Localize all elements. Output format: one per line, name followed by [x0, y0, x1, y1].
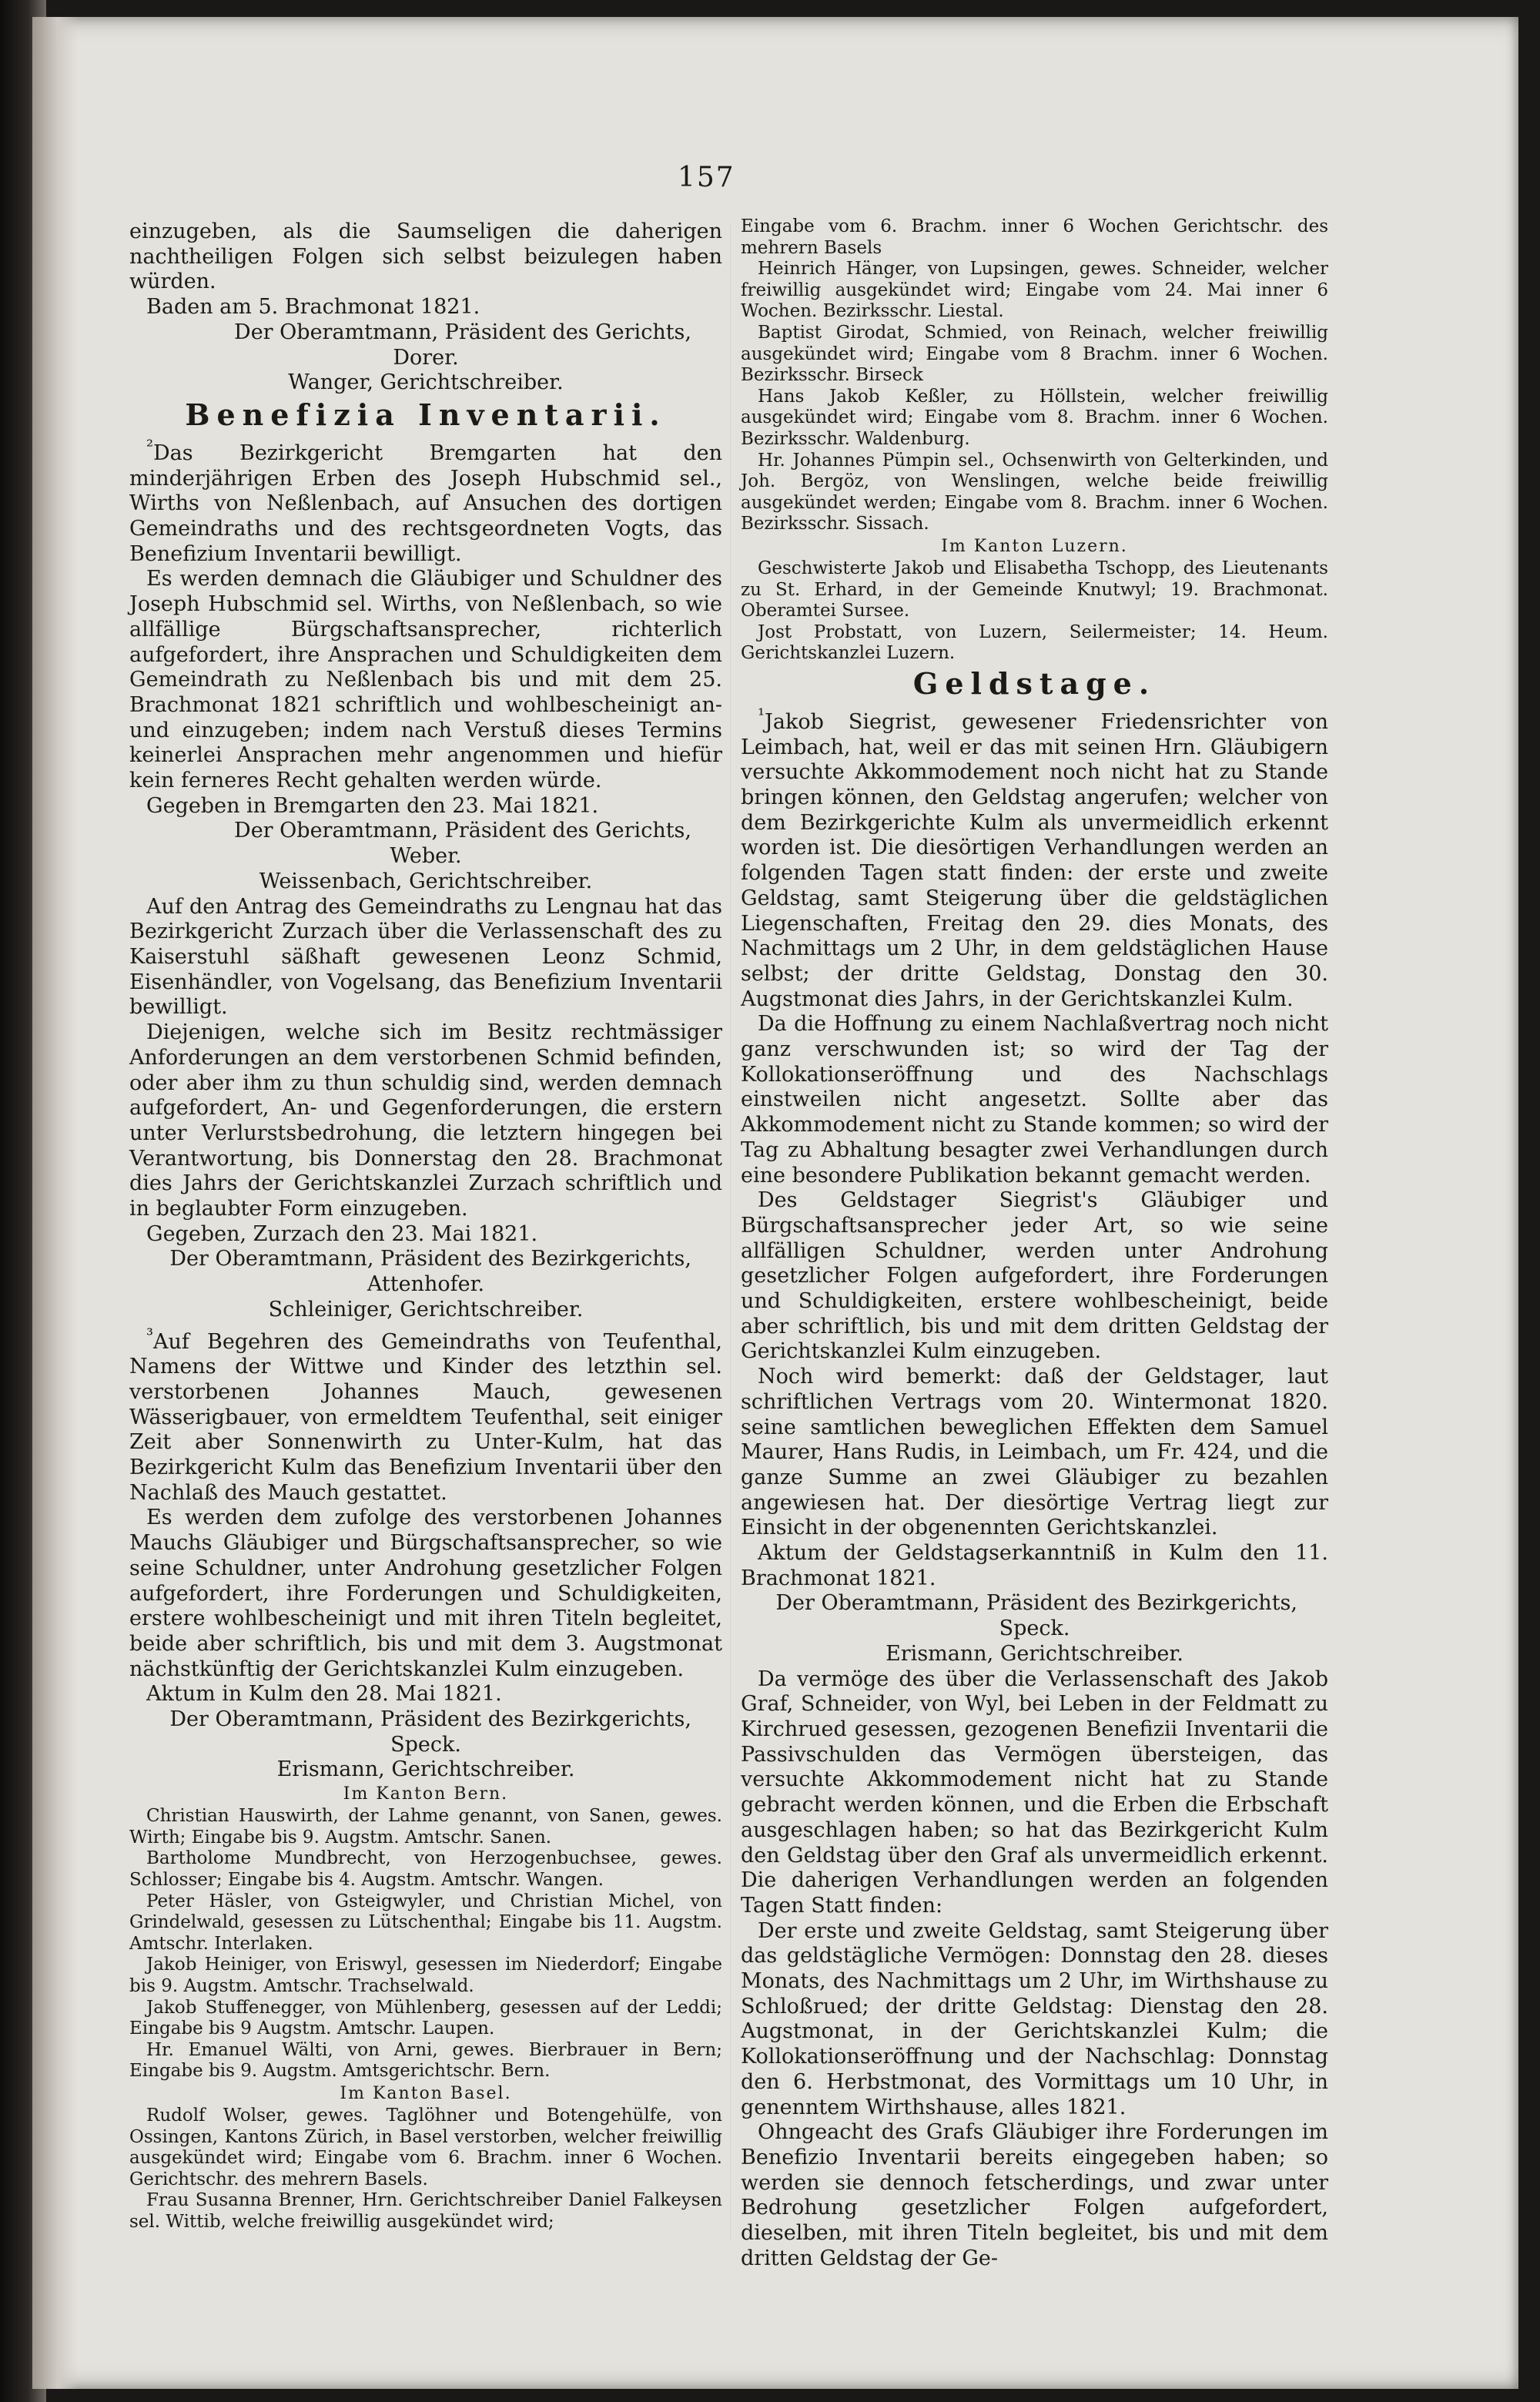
signature-title: Der Oberamtmann, Präsident des Bezirkgerichts,: [169, 1247, 691, 1271]
canton-heading-luzern: Im Kanton Luzern.: [941, 536, 1128, 556]
notice-bremgarten: [129, 434, 722, 568]
notice-text: Des Geldstager Siegrist's Gläubiger und Bürgschaftsansprecher jeder Art, so wie seine allfälligen Schuldner, werden unter Androhung gesetzlicher Folgen aufgefordert, ihre Forderungen und Schuldigkeiten, erstere wohlbescheinigt, beide aber schriftlich, bis und mit dem dritten Geldstag der Gerichtskanzlei Kulm einzugeben.: [741, 1188, 1328, 1364]
signature-name: Speck.: [999, 1616, 1070, 1641]
signature-title: Der Oberamtmann, Präsident des Bezirkgerichts,: [775, 1591, 1297, 1616]
list-item: Jakob Stuffenegger, von Mühlenberg, gesessen auf der Leddi; Eingabe bis 9 Augstm. Amtschr. Laupen.: [129, 1997, 722, 2039]
notice-text: Das Bezirkgericht Bremgarten hat den minderjährigen Erben des Joseph Hubschmid sel., Wirths von Neßlenbach, auf Ansuchen des dortigen Gemeindraths und des rechtsgeordneten Vogts, das Benefizium Inventarii bewilligt.: [129, 441, 722, 566]
list-item: Baptist Girodat, Schmied, von Reinach, welcher freiwillig ausgekündet wird; Eingabe vom 8 Brachm. inner 6 Wochen. Bezirksschr. Birseck: [741, 322, 1328, 386]
canton-heading-bern: Im Kanton Bern.: [343, 1784, 509, 1804]
notice-text: Auf den Antrag des Gemeindraths zu Lengnau hat das Bezirkgericht Zurzach über die Verlassenschaft des zu Kaiserstuhl säßhaft gewesenen Leonz Schmid, Eisenhändler, von Vogelsang, das Benefizium Inventarii bewilligt.: [129, 894, 722, 1020]
signature-clerk: Schleiniger, Gerichtschreiber.: [268, 1297, 584, 1322]
list-item: Bartholome Mundbrecht, von Herzogenbuchsee, gewes. Schlosser; Eingabe bis 4. Augstm. Amtschr. Wangen.: [129, 1848, 722, 1890]
list-item: Hr. Emanuel Wälti, von Arni, gewes. Bierbrauer in Bern; Eingabe bis 9. Augstm. Amtsgerichtschr. Bern.: [129, 2039, 722, 2082]
luzern-list: [741, 558, 1328, 665]
notice-date: Baden am 5. Brachmonat 1821.: [146, 295, 480, 320]
list-item: Christian Hauswirth, der Lahme genannt, von Sanen, gewes. Wirth; Eingabe bis 9. Augstm. Amtschr. Sanen.: [129, 1806, 722, 1848]
section-heading-geldstage: Geldstage.: [912, 665, 1157, 701]
notice-text: Diejenigen, welche sich im Besitz rechtmässiger Anforderungen an dem verstorbenen Schmid befinden, oder aber ihm zu thun schuldig sind, werden demnach aufgefordert, An- und Gegenforderungen, die erstern unter Verlurstsbedrohung, die letztern hingegen bei Verantwortung, bis Donnerstag den 28. Brachmonat dies Jahrs der Gerichtskanzlei Zurzach schriftlich und in beglaubter Form einzugeben.: [129, 1020, 722, 1221]
list-item: Eingabe vom 6. Brachm. inner 6 Wochen Gerichtschr. des mehrern Basels: [741, 216, 1328, 258]
right-column: [741, 216, 1328, 2271]
signature-title: Der Oberamtmann, Präsident des Gerichts,: [234, 320, 691, 344]
notice-text: Jakob Siegrist, gewesener Friedensrichter von Leimbach, hat, weil er das mit seinen Hrn. Gläubigern versuchte Akkommodement noch nicht hat zu Stande bringen können, den Geldstag angerufen; welcher von dem Bezirkgerichte Kulm als unvermeidlich erkennt worden ist. Die diesörtigen Verhandlungen werden an folgenden Tagen statt finden: der erste und zweite Geldstag, samt Steigerung über die geldstäglichen Liegenschaften, Freitag den 29. dies Monats, des Nachmittags um 2 Uhr, in dem geldstäglichen Hause selbst; der dritte Geldstag, Donstag den 30. Augstmonat dies Jahrs, in der Gerichtskanzlei Kulm.: [741, 709, 1328, 1011]
notice-text: Noch wird bemerkt: daß der Geldstager, laut schriftlichen Vertrags vom 20. Wintermonat 1820. seine samtlichen beweglichen Effekten dem Samuel Maurer, Hans Rudis, in Leimbach, um Fr. 424, und die ganze Summe an zwei Gläubiger zu bezahlen angewiesen hat. Der diesörtige Vertrag liegt zur Einsicht in der obgenennten Gerichtskanzlei.: [741, 1365, 1328, 1540]
list-item: Hr. Johannes Pümpin sel., Ochsenwirth von Gelterkinden, und Joh. Bergöz, von Wenslingen, welche beide freiwillig ausgekündet werden; Eingabe vom 8. Brachm. inner 6 Wochen. Bezirksschr. Sissach.: [741, 450, 1328, 534]
basel-list: [129, 2106, 722, 2233]
signature-name: Dorer.: [393, 345, 459, 370]
basel-list-continued: [741, 216, 1328, 535]
notice-text: Ohngeacht des Grafs Gläubiger ihre Forderungen im Benefizio Inventarii bereits eingegeben haben; so werden sie dennoch fetscherdings, und zwar unter Bedrohung gesetzlicher Folgen aufgefordert, dieselben, mit ihren Titeln begleitet, bis und mit dem dritten Geldstag der Ge-: [741, 2120, 1328, 2270]
signature-clerk: Erismann, Gerichtschreiber.: [886, 1641, 1183, 1666]
signature-name: Weber.: [390, 844, 462, 869]
notice-text: Der erste und zweite Geldstag, samt Steigerung über das geldstägliche Vermögen: Donnstag den 28. dieses Monats, des Nachmittags um 2 Uhr, im Wirthshause zu Schloßrued; der dritte Geldstag: Dienstag den 28. Augstmonat, in der Gerichtskanzlei Kulm; die Kollokationseröffnung und der Nachschlag: Donnstag den 6. Herbstmonat, des Vormittags um 10 Uhr, in genenntem Wirthshause, alles 1821.: [741, 1918, 1328, 2119]
notice-mark: ¹: [758, 705, 765, 725]
notice-date: Gegeben in Bremgarten den 23. Mai 1821.: [146, 793, 599, 818]
notice-text: Da vermöge des über die Verlassenschaft des Jakob Graf, Schneider, von Wyl, bei Leben in der Feldmatt zu Kirchrued gesessen, gezogenen Benefizii Inventarii die Passivschulden das Vermögen übersteigen, das versuchte Akkommodement nicht hat zu Stande gebracht werden können, und die Erben die Erbschaft ausgeschlagen haben; so hat das Bezirkgericht Kulm den Geldstag über den Graf als unvermeidlich erkennt. Die daherigen Verhandlungen werden an folgenden Tagen Statt finden:: [741, 1667, 1328, 1918]
signature-name: Attenhofer.: [367, 1272, 485, 1297]
continuation-text: einzugeben, als die Saumseligen die daherigen nachtheiligen Folgen sich selbst beizulegen haben würden.: [129, 219, 722, 294]
list-item: Jakob Heiniger, von Eriswyl, gesessen im Niederdorf; Eingabe bis 9. Augstm. Amtschr. Trachselwald.: [129, 1955, 722, 1996]
list-item: Jost Probstatt, von Luzern, Seilermeister; 14. Heum. Gerichtskanzlei Luzern.: [741, 621, 1328, 664]
list-item: Frau Susanna Brenner, Hrn. Gerichtschreiber Daniel Falkeysen sel. Wittib, welche freiwillig ausgekündet wird;: [129, 2190, 722, 2232]
notice-text: Da die Hoffnung zu einem Nachlaßvertrag noch nicht ganz verschwunden ist; so wird der Tag der Kollokationseröffnung und des Nachschlags einstweilen nicht angesetzt. Sollte aber das Akkommodement nicht zu Stande kommen; so wird der Tag zu Abhaltung besagter zwei Verhandlungen durch eine besondere Publikation bekannt gemacht werden.: [741, 1012, 1328, 1188]
section-heading-benefizia: Benefizia Inventarii.: [185, 397, 667, 432]
signature-clerk: Weissenbach, Gerichtschreiber.: [259, 869, 593, 893]
bern-list: [129, 1806, 722, 2082]
list-item: Hans Jakob Keßler, zu Höllstein, welcher freiwillig ausgekündet wird; Eingabe vom 8. Brachm. inner 6 Wochen. Bezirksschr. Waldenburg.: [741, 386, 1328, 449]
notice-text: Es werden demnach die Gläubiger und Schuldner des Joseph Hubschmid sel. Wirths, von Neßlenbach, so wie allfällige Bürgschaftsansprecher, richterlich aufgefordert, ihre Ansprachen und Schuldigkeiten dem Gemeindrath zu Neßlenbach bis und mit dem 25. Brachmonat 1821 schriftlich und wohlbescheinigt an- und einzugeben; indem nach Verstuß dieses Termins keinerlei Ansprachen mehr angenommen und hiefür kein ferneres Recht gehalten werden würde.: [129, 567, 722, 793]
page-gutter-shadow: [32, 17, 79, 2389]
notice-mark: ³: [146, 1325, 154, 1345]
signature-clerk: Wanger, Gerichtschreiber.: [288, 370, 564, 395]
notice-siegrist: [741, 703, 1328, 1012]
list-item: Peter Häsler, von Gsteigwyler, und Christian Michel, von Grindelwald, gesessen zu Lütschenthal; Eingabe bis 11. Augstm. Amtschr. Interlaken.: [129, 1891, 722, 1954]
notice-kulm: [129, 1323, 722, 1506]
notice-mark: ²: [146, 436, 154, 457]
list-item: Heinrich Hänger, von Lupsingen, gewes. Schneider, welcher freiwillig ausgekündet wird; Eingabe vom 24. Mai inner 6 Wochen. Bezirksschr. Liestal.: [741, 259, 1328, 322]
notice-date: Gegeben, Zurzach den 23. Mai 1821.: [146, 1221, 538, 1246]
canton-heading-basel: Im Kanton Basel.: [340, 2083, 512, 2103]
notice-text: Auf Begehren des Gemeindraths von Teufenthal, Namens der Wittwe und Kinder des letzthin sel. verstorbenen Johannes Mauch, gewesenen Wässerigbauer, von ermeldtem Teufenthal, seit einiger Zeit aber Sonnenwirth zu Unter-Kulm, hat das Bezirkgericht Kulm das Benefizium Inventarii über den Nachlaß des Mauch gestattet.: [129, 1329, 722, 1505]
page-number: 157: [678, 162, 735, 193]
signature-title: Der Oberamtmann, Präsident des Gerichts,: [234, 819, 691, 843]
notice-text: Es werden dem zufolge des verstorbenen Johannes Mauchs Gläubiger und Bürgschaftsansprecher, so wie seine Schuldner, unter Androhung gesetzlicher Folgen aufgefordert, ihre Forderungen und Schuldigkeiten, erstere wohlbescheinigt und mit ihren Titeln begleitet, beide aber schriftlich, bis und mit dem 3. Augstmonat nächstkünftig der Gerichtskanzlei Kulm einzugeben.: [129, 1506, 722, 1681]
notice-date: Aktum in Kulm den 28. Mai 1821.: [146, 1682, 502, 1707]
list-item: Geschwisterte Jakob und Elisabetha Tschopp, des Lieutenants zu St. Erhard, in der Gemeinde Knutwyl; 19. Brachmonat. Oberamtei Sursee.: [741, 558, 1328, 621]
left-column: [129, 219, 722, 2233]
notice-date: Aktum der Geldstagserkanntniß in Kulm den 11. Brachmonat 1821.: [741, 1541, 1328, 1590]
signature-clerk: Erismann, Gerichtschreiber.: [276, 1757, 575, 1782]
list-item: Rudolf Wolser, gewes. Taglöhner und Botengehülfe, von Ossingen, Kantons Zürich, in Basel verstorben, welcher freiwillig ausgekündet wird; Eingabe vom 6. Brachm. inner 6 Wochen. Gerichtschr. des mehrern Basels.: [129, 2105, 722, 2189]
column-divider: [730, 223, 731, 2241]
signature-name: Speck.: [390, 1732, 461, 1757]
signature-title: Der Oberamtmann, Präsident des Bezirkgerichts,: [169, 1707, 691, 1732]
